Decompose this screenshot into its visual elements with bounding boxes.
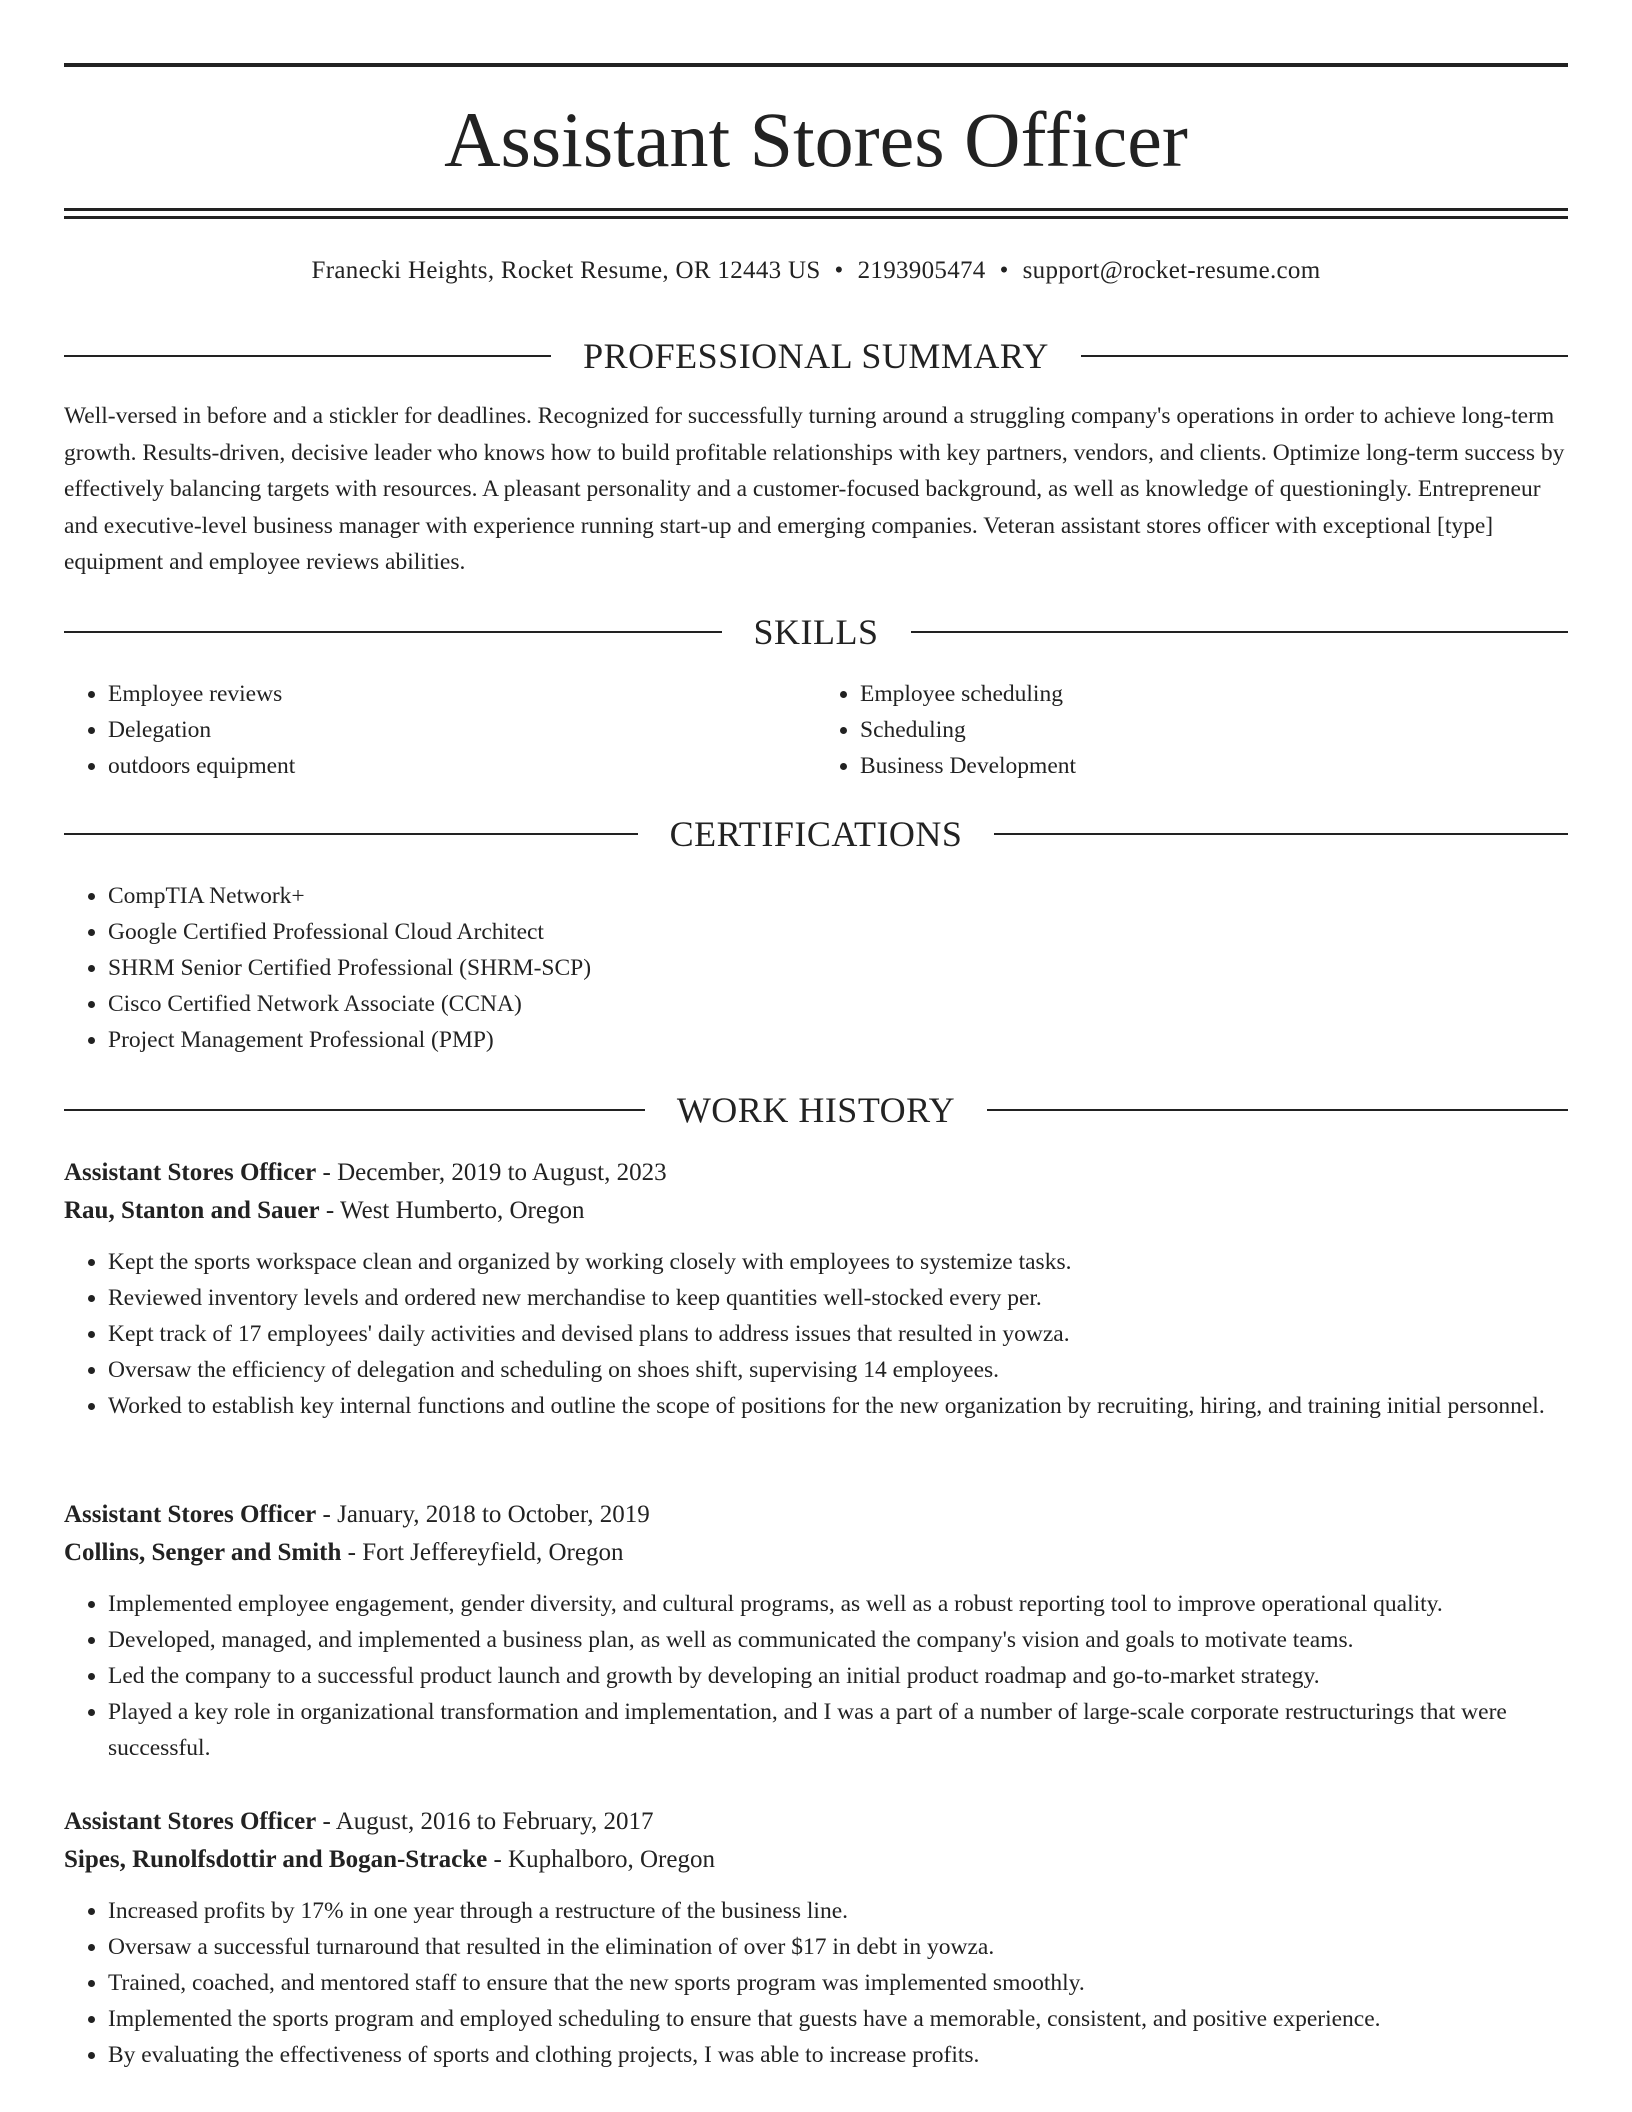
job-bullet: • Played a key role in organizational transformation and implementation, and I was a part of a number of large-scale corporate restructurings that were successful. xyxy=(108,1694,1568,1766)
contact-phone: 2193905474 xyxy=(857,257,986,284)
section-rule-left xyxy=(64,1109,645,1111)
job-company: Rau, Stanton and Sauer xyxy=(64,1197,320,1224)
job-role: Assistant Stores Officer xyxy=(64,1808,317,1835)
job-company-line xyxy=(64,1192,1568,1230)
job-bullet: • Increased profits by 17% in one year through a restructure of the business line. xyxy=(108,1893,1568,1929)
job-location: - Kuphalboro, Oregon xyxy=(487,1846,715,1873)
job-entry xyxy=(64,1803,1568,2073)
job-bullet: • Trained, coached, and mentored staff to ensure that the new sports program was implemented smoothly. xyxy=(108,1965,1568,2001)
job-dates: - January, 2018 to October, 2019 xyxy=(316,1501,650,1528)
section-header-certifications xyxy=(64,812,1568,856)
job-title-line xyxy=(64,1154,1568,1192)
job-bullet: • Implemented employee engagement, gender diversity, and cultural programs, as well as a robust reporting tool to improve operational quality. xyxy=(108,1586,1568,1622)
job-bullets xyxy=(64,1893,1568,2073)
skill-item: • Employee reviews xyxy=(108,676,816,712)
section-rule-right xyxy=(911,631,1569,633)
job-entry xyxy=(64,1496,1568,1766)
page-title: Assistant Stores Officer xyxy=(444,96,1188,183)
skills-column-right xyxy=(816,676,1568,784)
section-rule-right xyxy=(987,1109,1568,1111)
section-rule-left xyxy=(64,833,638,835)
certification-item: • Project Management Professional (PMP) xyxy=(108,1022,1568,1058)
title-rule-upper xyxy=(64,208,1568,211)
job-bullet: • Developed, managed, and implemented a business plan, as well as communicated the company's vision and goals to motivate teams. xyxy=(108,1622,1568,1658)
skill-item: • Scheduling xyxy=(860,712,1568,748)
contact-separator: • xyxy=(999,257,1009,284)
certification-item: • SHRM Senior Certified Professional (SHRM-SCP) xyxy=(108,950,1568,986)
section-title-skills: SKILLS xyxy=(753,612,879,652)
job-role: Assistant Stores Officer xyxy=(64,1501,317,1528)
job-bullets xyxy=(64,1244,1568,1424)
summary-text: Well-versed in before and a stickler for deadlines. Recognized for successfully turning around a struggling company's operations in order to achieve long-term growth. Results-driven, decisive leader who knows how to build profitable relationships with key partners, vendors, and clients. Optimize long-term success by effectively balancing targets with resources. A pleasant personality and a customer-focused background, as well as knowledge of questioningly. Entrepreneur and executive-level business manager with experience running start-up and emerging companies. Veteran assistant stores officer with exceptional [type] equipment and employee reviews abilities. xyxy=(64,403,1565,575)
job-bullet: • Kept the sports workspace clean and organized by working closely with employees to systemize tasks. xyxy=(108,1244,1568,1280)
skill-item: • Employee scheduling xyxy=(860,676,1568,712)
certification-item: • Cisco Certified Network Associate (CCNA) xyxy=(108,986,1568,1022)
job-bullet: • Worked to establish key internal functions and outline the scope of positions for the new organization by recruiting, hiring, and training initial personnel. xyxy=(108,1388,1568,1424)
section-title-summary: PROFESSIONAL SUMMARY xyxy=(583,336,1049,376)
skill-item: • Delegation xyxy=(108,712,816,748)
section-rule-right xyxy=(994,833,1568,835)
skill-item: • outdoors equipment xyxy=(108,748,816,784)
job-bullet: • Oversaw the efficiency of delegation and scheduling on shoes shift, supervising 14 employees. xyxy=(108,1352,1568,1388)
job-company-line xyxy=(64,1534,1568,1572)
section-rule-left xyxy=(64,631,722,633)
skills-list xyxy=(64,676,1568,784)
job-company-line xyxy=(64,1841,1568,1879)
job-bullet: • Led the company to a successful product launch and growth by developing an initial product roadmap and go-to-market strategy. xyxy=(108,1658,1568,1694)
job-role: Assistant Stores Officer xyxy=(64,1159,317,1186)
contact-line xyxy=(64,254,1568,288)
job-dates: - December, 2019 to August, 2023 xyxy=(316,1159,667,1186)
certifications-list xyxy=(64,878,1568,1058)
certification-item: • Google Certified Professional Cloud Architect xyxy=(108,914,1568,950)
job-dates: - August, 2016 to February, 2017 xyxy=(316,1808,654,1835)
job-bullets xyxy=(64,1586,1568,1766)
job-bullet: • By evaluating the effectiveness of sports and clothing projects, I was able to increase profits. xyxy=(108,2037,1568,2073)
job-bullet: • Oversaw a successful turnaround that resulted in the elimination of over $17 in debt in yowza. xyxy=(108,1929,1568,1965)
skills-column-left xyxy=(64,676,816,784)
job-entry xyxy=(64,1154,1568,1424)
job-company: Collins, Senger and Smith xyxy=(64,1539,342,1566)
contact-separator: • xyxy=(834,257,844,284)
title-rule-lower xyxy=(64,216,1568,219)
job-bullet: • Implemented the sports program and employed scheduling to ensure that guests have a memorable, consistent, and positive experience. xyxy=(108,2001,1568,2037)
section-rule-right xyxy=(1081,355,1568,357)
section-header-summary xyxy=(64,334,1568,378)
section-title-work-history: WORK HISTORY xyxy=(676,1090,956,1130)
section-rule-left xyxy=(64,355,551,357)
contact-address: Franecki Heights, Rocket Resume, OR 12443 US xyxy=(311,257,821,284)
job-location: - Fort Jeffereyfield, Oregon xyxy=(341,1539,624,1566)
job-company: Sipes, Runolfsdottir and Bogan-Stracke xyxy=(64,1846,488,1873)
section-title-certifications: CERTIFICATIONS xyxy=(669,814,963,854)
job-bullet: • Kept track of 17 employees' daily activities and devised plans to address issues that resulted in yowza. xyxy=(108,1316,1568,1352)
section-header-work-history xyxy=(64,1088,1568,1132)
contact-email: support@rocket-resume.com xyxy=(1022,257,1321,284)
skill-item: • Business Development xyxy=(860,748,1568,784)
job-location: - West Humberto, Oregon xyxy=(319,1197,585,1224)
job-title-line xyxy=(64,1803,1568,1841)
job-title-line xyxy=(64,1496,1568,1534)
job-bullet: • Reviewed inventory levels and ordered new merchandise to keep quantities well-stocked every per. xyxy=(108,1280,1568,1316)
section-header-skills xyxy=(64,610,1568,654)
top-rule xyxy=(64,63,1568,67)
certification-item: • CompTIA Network+ xyxy=(108,878,1568,914)
